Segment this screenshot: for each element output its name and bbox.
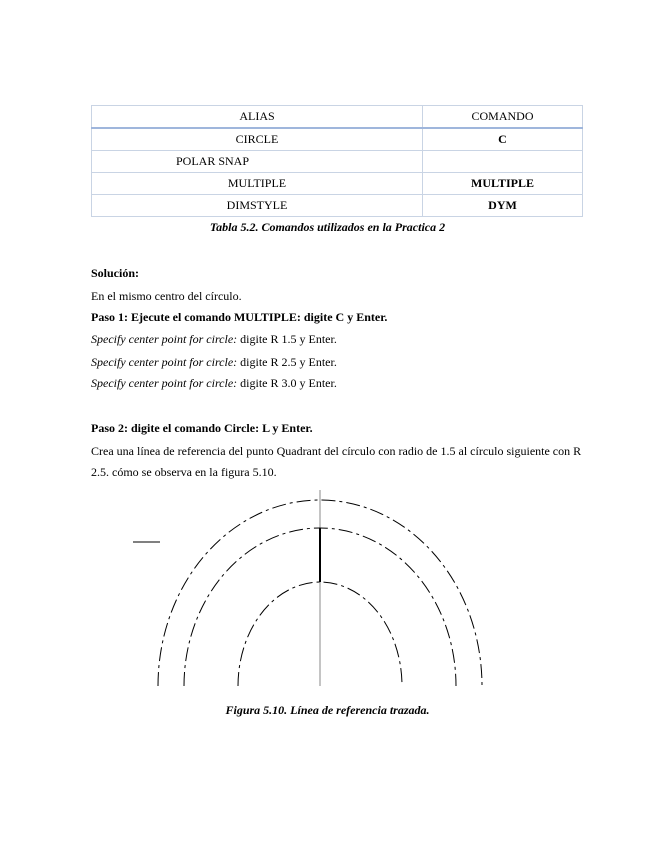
prompt-label: Specify center point for circle: xyxy=(91,332,238,346)
command-cell xyxy=(423,151,583,173)
command-cell: C xyxy=(423,128,583,151)
table-header-row xyxy=(92,106,583,129)
solution-heading: Solución: xyxy=(91,266,140,280)
alias-cell: POLAR SNAP xyxy=(92,151,423,173)
step-2-heading: Paso 2: digite el comando Circle: L y Enter. xyxy=(91,421,313,435)
prompt-label: Specify center point for circle: xyxy=(91,376,238,390)
figure-caption: Figura 5.10. Línea de referencia trazada. xyxy=(225,703,430,717)
table-row xyxy=(92,195,583,217)
alias-cell: DIMSTYLE xyxy=(92,195,423,217)
prompt-line xyxy=(91,355,337,370)
prompt-text: digite R 2.5 y Enter. xyxy=(237,355,337,369)
command-cell: MULTIPLE xyxy=(423,173,583,195)
prompt-text: digite R 3.0 y Enter. xyxy=(237,376,337,390)
prompt-line xyxy=(91,376,337,391)
header-comando: COMANDO xyxy=(423,106,583,129)
prompt-line xyxy=(91,332,337,347)
step-1-heading: Paso 1: Ejecute el comando MULTIPLE: digite C y Enter. xyxy=(91,310,388,324)
prompt-text: digite R 1.5 y Enter. xyxy=(237,332,337,346)
table-row xyxy=(92,128,583,151)
description-paragraph: Crea una línea de referencia del punto Quadrant del círculo con radio de 1.5 al círculo siguiente con R 2.5. cómo se observa en la figura 5.10. xyxy=(91,444,582,479)
alias-cell: CIRCLE xyxy=(92,128,423,151)
prompt-label: Specify center point for circle: xyxy=(91,355,238,369)
command-cell: DYM xyxy=(423,195,583,217)
concentric-circles-figure xyxy=(0,490,655,690)
solution-intro: En el mismo centro del círculo. xyxy=(91,289,242,303)
commands-table xyxy=(91,105,583,217)
table-caption: Tabla 5.2. Comandos utilizados en la Practica 2 xyxy=(209,220,446,234)
table-row xyxy=(92,173,583,195)
alias-cell: MULTIPLE xyxy=(92,173,423,195)
table-row xyxy=(92,151,583,173)
header-alias: ALIAS xyxy=(92,106,423,129)
